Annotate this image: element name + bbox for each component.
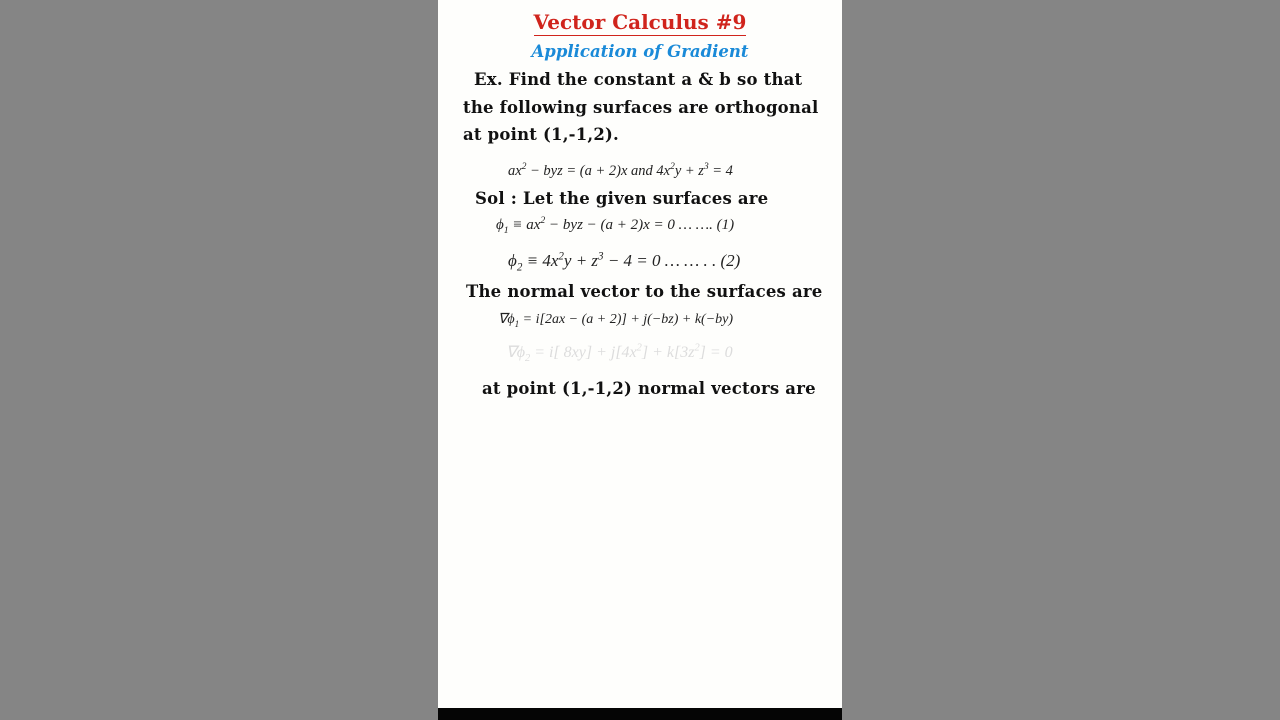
page-title <box>438 10 842 34</box>
grad-phi1-equation: $\nabla\phi_1 = i[2ax - (a + 2)] + j(-bz) + k(-by)$ <box>498 312 734 329</box>
page-subtitle: Application of Gradient <box>531 42 749 61</box>
document-page <box>438 0 842 708</box>
normal-vector-heading: The normal vector to the surfaces are <box>466 282 823 301</box>
at-point-heading: at point (1,-1,2) normal vectors are <box>482 379 816 398</box>
bottom-bar <box>438 708 842 720</box>
problem-line-2: the following surfaces are orthogonal <box>463 98 819 117</box>
grad-phi2-equation: $\nabla\phi_2 = i$[ $8xy] + j[4x^2] + k[3z^2] = 0$ <box>506 342 733 365</box>
solution-intro: Sol : Let the given surfaces are <box>475 189 769 208</box>
phi1-equation: $\phi_1 \equiv ax^2$ − byz − (a + 2)x = 0 … …. (1) <box>496 215 735 236</box>
given-equation: $ax^2$ − byz = (a + 2)x and $4x^2y + z^3 = 4$ <box>508 162 733 179</box>
phi2-equation: $\phi_2 \equiv 4x^2y + z^3 - 4 = 0$ … … . . (2) <box>508 250 741 274</box>
problem-line-1: Ex. Find the constant a & b so that <box>474 70 803 89</box>
problem-line-3: at point (1,-1,2). <box>463 125 619 144</box>
title-text: Vector Calculus #9 <box>533 10 747 34</box>
